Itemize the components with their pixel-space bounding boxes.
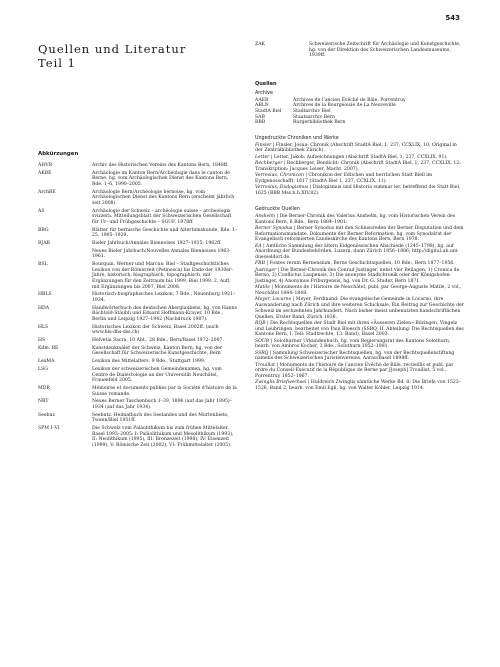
abbreviation-row <box>38 399 238 410</box>
unprinted-entry <box>255 155 465 161</box>
unprinted-entry-text: | Finsler, Josua: Chronik (Abschrift StadtA Biel, 1, 237, CCXLIX, 10; Original in der Zentralbibliothek Zürich). <box>255 142 457 154</box>
printed-entry-text: | Solothurner Urkundenbuch, hg. vom Regierungsrat des Kantons Solothurn, bearb. von Ambros Kocher, 3 Bde., Solothurn 1952–1981. <box>255 338 451 350</box>
printed-entry-text: | Monuments de l’histoire de l’ancien Évêché de Bâle, recueillis et publ. par ordre du Conseil-Exécutif de la République de Berne par J[oseph] Trouillat, 5 vol., Porrentruy 1852–1867. <box>255 362 454 379</box>
page-number: 543 <box>445 14 460 22</box>
archive-row-key: ABLN <box>255 103 269 109</box>
unprinted-entry-text: | Letter, Jakob: Aufzeichnungen (Abschrift StadtA Biel, 1, 237, CCXLIX, 91). <box>269 154 448 160</box>
printed-entry <box>255 214 465 225</box>
unprinted-entry <box>255 185 465 196</box>
abbreviation-row-key: HDA <box>38 305 50 311</box>
archive-row-value: Archives de l’ancien Évêché de Bâle, Porrentruy <box>293 97 406 103</box>
printed-entry-lead: RQB <box>255 320 266 326</box>
abbreviations-heading: Abkürzungen <box>38 151 79 157</box>
unprinted-entry-lead: Rechberger <box>255 161 283 167</box>
left-column <box>38 42 238 451</box>
printed-entry-lead: Matile <box>255 285 270 291</box>
printed-entry-text: | Die Berner-Chronik des Conrad Justinger, nebst vier Beilagen: 1) Cronica de Berno, 2) Conflictus Laupensis, 3) Die anonyme Stadtchronik oder der Königshofen-Justinger, 4) Anonymus Friburgensis, hg. von Dr. G. Studer, Bern 1871. <box>255 267 460 285</box>
abbreviations-list <box>38 163 238 449</box>
abbreviation-row-key: BBG <box>38 227 49 233</box>
abbreviation-value: Schweizerische Zeitschrift für Archäologie und Kunstgeschichte, hg. von der Direktion des Schweizerischen Landesmuseums, 1939ff. <box>309 42 461 59</box>
unprinted-entry <box>255 143 465 154</box>
abbreviation-row-value: Seebutz. Heimatbuch des Seelandes und des Murtenbiets, Twann/Biel 1951ff. <box>92 412 229 424</box>
printed-entry-text: | Die Berner-Chronik des Valerius Anshelm, hg. vom Historischen Verein des Kantons Bern, 6 Bde., Bern 1884–1901. <box>255 214 456 225</box>
printed-entry <box>255 297 465 320</box>
archive-row-key: SAB <box>255 114 265 120</box>
abbreviation-row-value: Bieler Jahrbuch/Annales Biennoises 1927–1935; 1962ff. <box>92 241 222 247</box>
abbreviation-row-value: Historisches Lexikon der Schweiz, Basel 2002ff. (auch www.hls-dhs-dss.ch) <box>92 324 219 336</box>
abbreviation-row <box>38 386 238 397</box>
abbreviation-row <box>38 209 238 226</box>
printed-list <box>255 214 465 392</box>
unprinted-entry-text: | Rechberger, Bendicht: Chronik (Abschrift StadtA Biel, 1, 237, CCXLIX, 12; Transkription: Jacques Leiser, Macht. 2007). <box>255 161 461 172</box>
abbreviation-row <box>38 228 238 239</box>
archive-row-value: Burgerbibliothek Bern <box>293 120 346 126</box>
archive-row-value: Archives de la Bourgeoisie de La Neuveville <box>293 103 396 109</box>
abbreviation-row <box>38 359 238 365</box>
abbreviation-row <box>38 367 238 384</box>
abbreviation-row <box>38 346 238 357</box>
abbreviation-key: ZAK <box>255 42 265 47</box>
abbreviation-row-key: HS <box>38 338 46 344</box>
abbreviation-row <box>38 171 238 188</box>
printed-entry-text: | Berner Synodus mit den Schlussreden der Berner Disputation und dem Reformationsmandate. Dokumente der Berner Reformation, hg. vom Synodalrat der Evangelisch-reformierten Landeskirche des Kantons Bern, Bern 1978. <box>255 226 464 243</box>
abbreviation-row-key: BJAB <box>38 241 50 247</box>
printed-entry <box>255 268 465 285</box>
printed-entry-lead: Justinger <box>255 267 277 273</box>
printed-entry <box>255 380 465 391</box>
archive-row-key: BBB <box>255 120 266 126</box>
abbreviation-row <box>38 241 238 247</box>
printed-entry <box>255 261 465 267</box>
abbreviation-row-key: MDR <box>38 386 50 391</box>
abbreviation-row-value: Lexikon der schweizerischen Gemeindenamen, hg. vom Centre de Dialectologie an der Universität Neuchâtel, Frauenfeld 2005. <box>92 367 222 384</box>
abbreviation-row-value: Archäologie im Kanton Bern/Archéologie dans le canton de Berne, hg. vom Archäologischen Dienst des Kantons Bern, Bde. 1–6, 1990–2005. <box>92 170 231 187</box>
archive-row-key: StadtA Biel <box>255 108 282 114</box>
printed-entry <box>255 285 465 296</box>
printed-entry <box>255 244 465 261</box>
unprinted-entry-lead: Letter <box>255 154 270 160</box>
printed-entry <box>255 226 465 243</box>
abbreviation-row-key: Kdm. BE <box>38 345 59 351</box>
abbreviation-row <box>38 292 238 303</box>
abbreviation-row-value: Neues Berner Taschenbuch 1–39, 1896 (auf das Jahr 1895)–1934 (auf das Jahr 1934). <box>92 399 233 410</box>
abbreviation-row-key: AS <box>38 208 45 214</box>
printed-entry-lead: SSRQ <box>255 350 269 356</box>
printed-entry-text: | Die Rechtsquellen der Stadt Biel mit ihren «Äusseren Zielen» Bözingen, Vingelz und Leubringen, bearbeitet von Paul Bloesch (SSRQ, II. Abteilung: Die Rechtsquellen des Kantons Bern, I. Teil: Stadtrechte, 13. Band), Basel 2003. <box>255 320 464 338</box>
unprinted-entry-lead: Verresius, Dialogismus <box>255 185 309 191</box>
abbreviation-row-value: Archäologie Bern/Archéologie bernoise, hg. vom Archäologischen Dienst des Kantons Bern (erscheint jährlich seit 2008). <box>92 189 235 206</box>
printed-entry-text: | Fontes rerum Bernensium, Berns Geschichtsquellen, 10 Bde., Bern 1877–1956. <box>265 261 455 267</box>
archive-row-key: AAEB <box>255 97 269 103</box>
archive-row-value: Staatsarchiv Bern <box>293 114 335 120</box>
abbreviation-row-key: LSG <box>38 367 48 373</box>
abbreviation-row <box>38 249 238 260</box>
abbreviation-row-key: NBT <box>38 399 49 405</box>
abbreviation-row-value: Bourquin, Werner und Marcus: Biel – Stadtgeschichtliches Lexikon von der Römerzeit (Petinesca) bis Ende der 1930er-Jahre, historisch, biographisch, topographisch, mit Ergänzungen für den Zeitraum bis 1999, Biel 1999. 2. Aufl. mit Ergänzungen bis 2007, Biel 2008. <box>92 262 233 290</box>
printed-entry-text: | Meyer, Ferdinand: Die evangelische Gemeinde in Locarno, ihre Auswanderung nach Zürich und ihre weiteren Schicksale. Ein Beitrag zur Geschichte der Schweiz im sechzehnten Jahrhundert. Nach bisher meist unbenutzten handschriftlichen Quellen, Erster Band, Zürich 1836. <box>255 297 464 320</box>
abbreviation-row-key: AKBE <box>38 170 52 176</box>
abbreviation-row-value: Archiv des Historischen Vereins des Kantons Bern, 1848ff. <box>92 163 229 168</box>
sources-heading: Quellen <box>255 80 277 87</box>
printed-entry <box>255 321 465 338</box>
abbreviation-row-value: Helvetia Sacra, 10 Abt., 28 Bde., Bern/Basel 1972–2007. <box>92 338 224 344</box>
unprinted-list <box>255 143 465 197</box>
unprinted-entry <box>255 173 465 184</box>
printed-entry-lead: SOUB <box>255 338 270 344</box>
title-line-1: Quellen und Literatur <box>38 42 187 56</box>
abbreviation-row-key: AHVB <box>38 163 53 168</box>
abbreviation-row <box>38 413 238 424</box>
archives-list <box>255 98 465 126</box>
abbreviation-row <box>38 338 238 344</box>
abbreviation-row <box>38 262 238 290</box>
abbreviation-row-key: HLS <box>38 324 49 330</box>
abbreviation-row-value: Historisch-biographisches Lexikon, 7 Bde., Neuenburg 1921–1934. <box>92 292 236 303</box>
abbreviation-row-zak <box>255 42 465 59</box>
page-title <box>38 42 238 70</box>
archive-row-value: Stadtarchiv Biel <box>293 108 331 114</box>
unprinted-entry-text: | Dialogismus und Historia summar ier, betreffend die Statt Biel, 1625 (BBB Mss.h.h.XIV.82). <box>255 185 461 196</box>
abbreviation-row <box>38 163 238 169</box>
printed-entry-lead: EA <box>255 243 262 249</box>
abbreviation-row <box>38 325 238 336</box>
printed-entry-lead: FRB <box>255 261 266 267</box>
abbreviation-row <box>38 190 238 207</box>
printed-entry-lead: Meyer, Locarno <box>255 297 292 303</box>
printed-entry-lead: Anshelm <box>255 214 276 220</box>
abbreviation-row-value: Blätter für bernische Geschichte und Altertumskunde, Bde. 1–25, 1905–1929. <box>92 227 238 239</box>
abbreviation-row-key: ArchBE <box>38 189 56 195</box>
unprinted-entry-lead: Finsler <box>255 142 272 148</box>
abbreviation-row-value: Neues Bieler Jahrbuch/Nouvelles Annales Biennoises 1963–1961. <box>92 248 232 260</box>
printed-entry-lead: Trouillat <box>255 362 275 368</box>
abbreviation-row-value: Archäologie der Schweiz – archéologie suisse – archeologia svizzera. Mitteilungsblatt der Schweizerischen Gesellschaft für Ur- und Frühgeschichte – SGUF, 1978ff. <box>92 208 232 225</box>
abbreviation-row-key: SPM I–VI <box>38 426 60 432</box>
abbreviation-row-key: HBLS <box>38 292 52 298</box>
unprinted-entry-text: | Chronikon der Edlichen und herrlichen Statt Biell im Eydgenosschafft, 1617 (StadtA Biel 1, 237, CCXLIX, 11). <box>255 173 433 184</box>
abbreviation-row-value: Mémoires et documents publiés par la Société d’histoire de la Suisse romande. <box>92 386 237 397</box>
printed-entry-text: | Monuments de l’Histoire de Neuchâtel, publ. par George-Auguste Matile, 2 vol., Neuchâtel 1844–1848. <box>255 285 462 297</box>
abbreviation-row-key: Seebuz <box>38 412 55 418</box>
printed-heading: Gedruckte Quellen <box>255 207 300 213</box>
printed-entry-lead: Zwinglis Briefwechsel <box>255 380 307 386</box>
printed-entry-text: | Sammlung Schweizerischer Rechtsquellen, hg. von der Rechtsquellenstiftung namens des Schweizerischen Juristenvereins, Aarau/Basel 1898ff. <box>255 350 455 362</box>
printed-entry-text: | Huldreich Zwinglis sämtliche Werke Bd. 8: Die Briefe von 1523–1526, Band 2, bearb. von Emil Egli, hg. von Walter Köhler, Leipzig 1914. <box>255 380 461 391</box>
abbreviation-row-value: Die Schweiz vom Paläolithikum bis zum frühen Mittelalter, Basel 1993–2005: I: Paläolithikum und Mesolithikum (1993), II: Neolithikum (1995), III: Bronzezeit (1998), IV: Eisenzeit (1999), V: Römische Zeit (2002), VI: Frühmittelalter (2005). <box>92 426 234 448</box>
unprinted-entry-lead: Verresius, Chronicon <box>255 173 304 179</box>
title-line-2: Teil 1 <box>38 56 76 70</box>
right-column <box>255 42 465 392</box>
unprinted-entry <box>255 161 465 172</box>
printed-entry-lead: Berner Synodus <box>255 226 293 232</box>
archives-heading: Archive <box>255 90 273 96</box>
abbreviation-row-key <box>38 249 92 260</box>
abbreviation-row <box>38 426 238 448</box>
printed-entry <box>255 363 465 380</box>
abbreviation-row-value: Lexikon des Mittelalters, 9 Bde., Stuttgart 1999. <box>92 359 206 365</box>
printed-entry-text: | Amtliche Sammlung der ältern Eidgenössischen Abschiede (1245–1798), hg. auf Anordnung der Bundesbehörden, Luzern, dann Zürich 1856–1886; http://digital.ub.uni-duesseldorf.de. <box>255 243 459 261</box>
abbreviation-row <box>38 306 238 323</box>
printed-entry <box>255 351 465 362</box>
unprinted-heading: Ungedruckte Chroniken und Werke <box>255 135 339 141</box>
abbreviation-row-value: Handwörterbuch des deutschen Aberglaubens, hg. von Hanns Bächtold-Stäubli und Eduard Hoffmann-Krayer, 10 Bde., Berlin und Leipzig 1927–1942 (Nachdruck 1987). <box>92 305 237 322</box>
printed-entry <box>255 339 465 350</box>
abbreviation-row-value: Kunstdenkmäler der Schweiz, Kanton Bern, hg. von der Gesellschaft für Schweizerische Kunstgeschichte, Bern <box>92 345 223 357</box>
abbreviation-row-key: LexMA <box>38 359 55 365</box>
abbreviation-row-key: BSL <box>38 262 48 268</box>
